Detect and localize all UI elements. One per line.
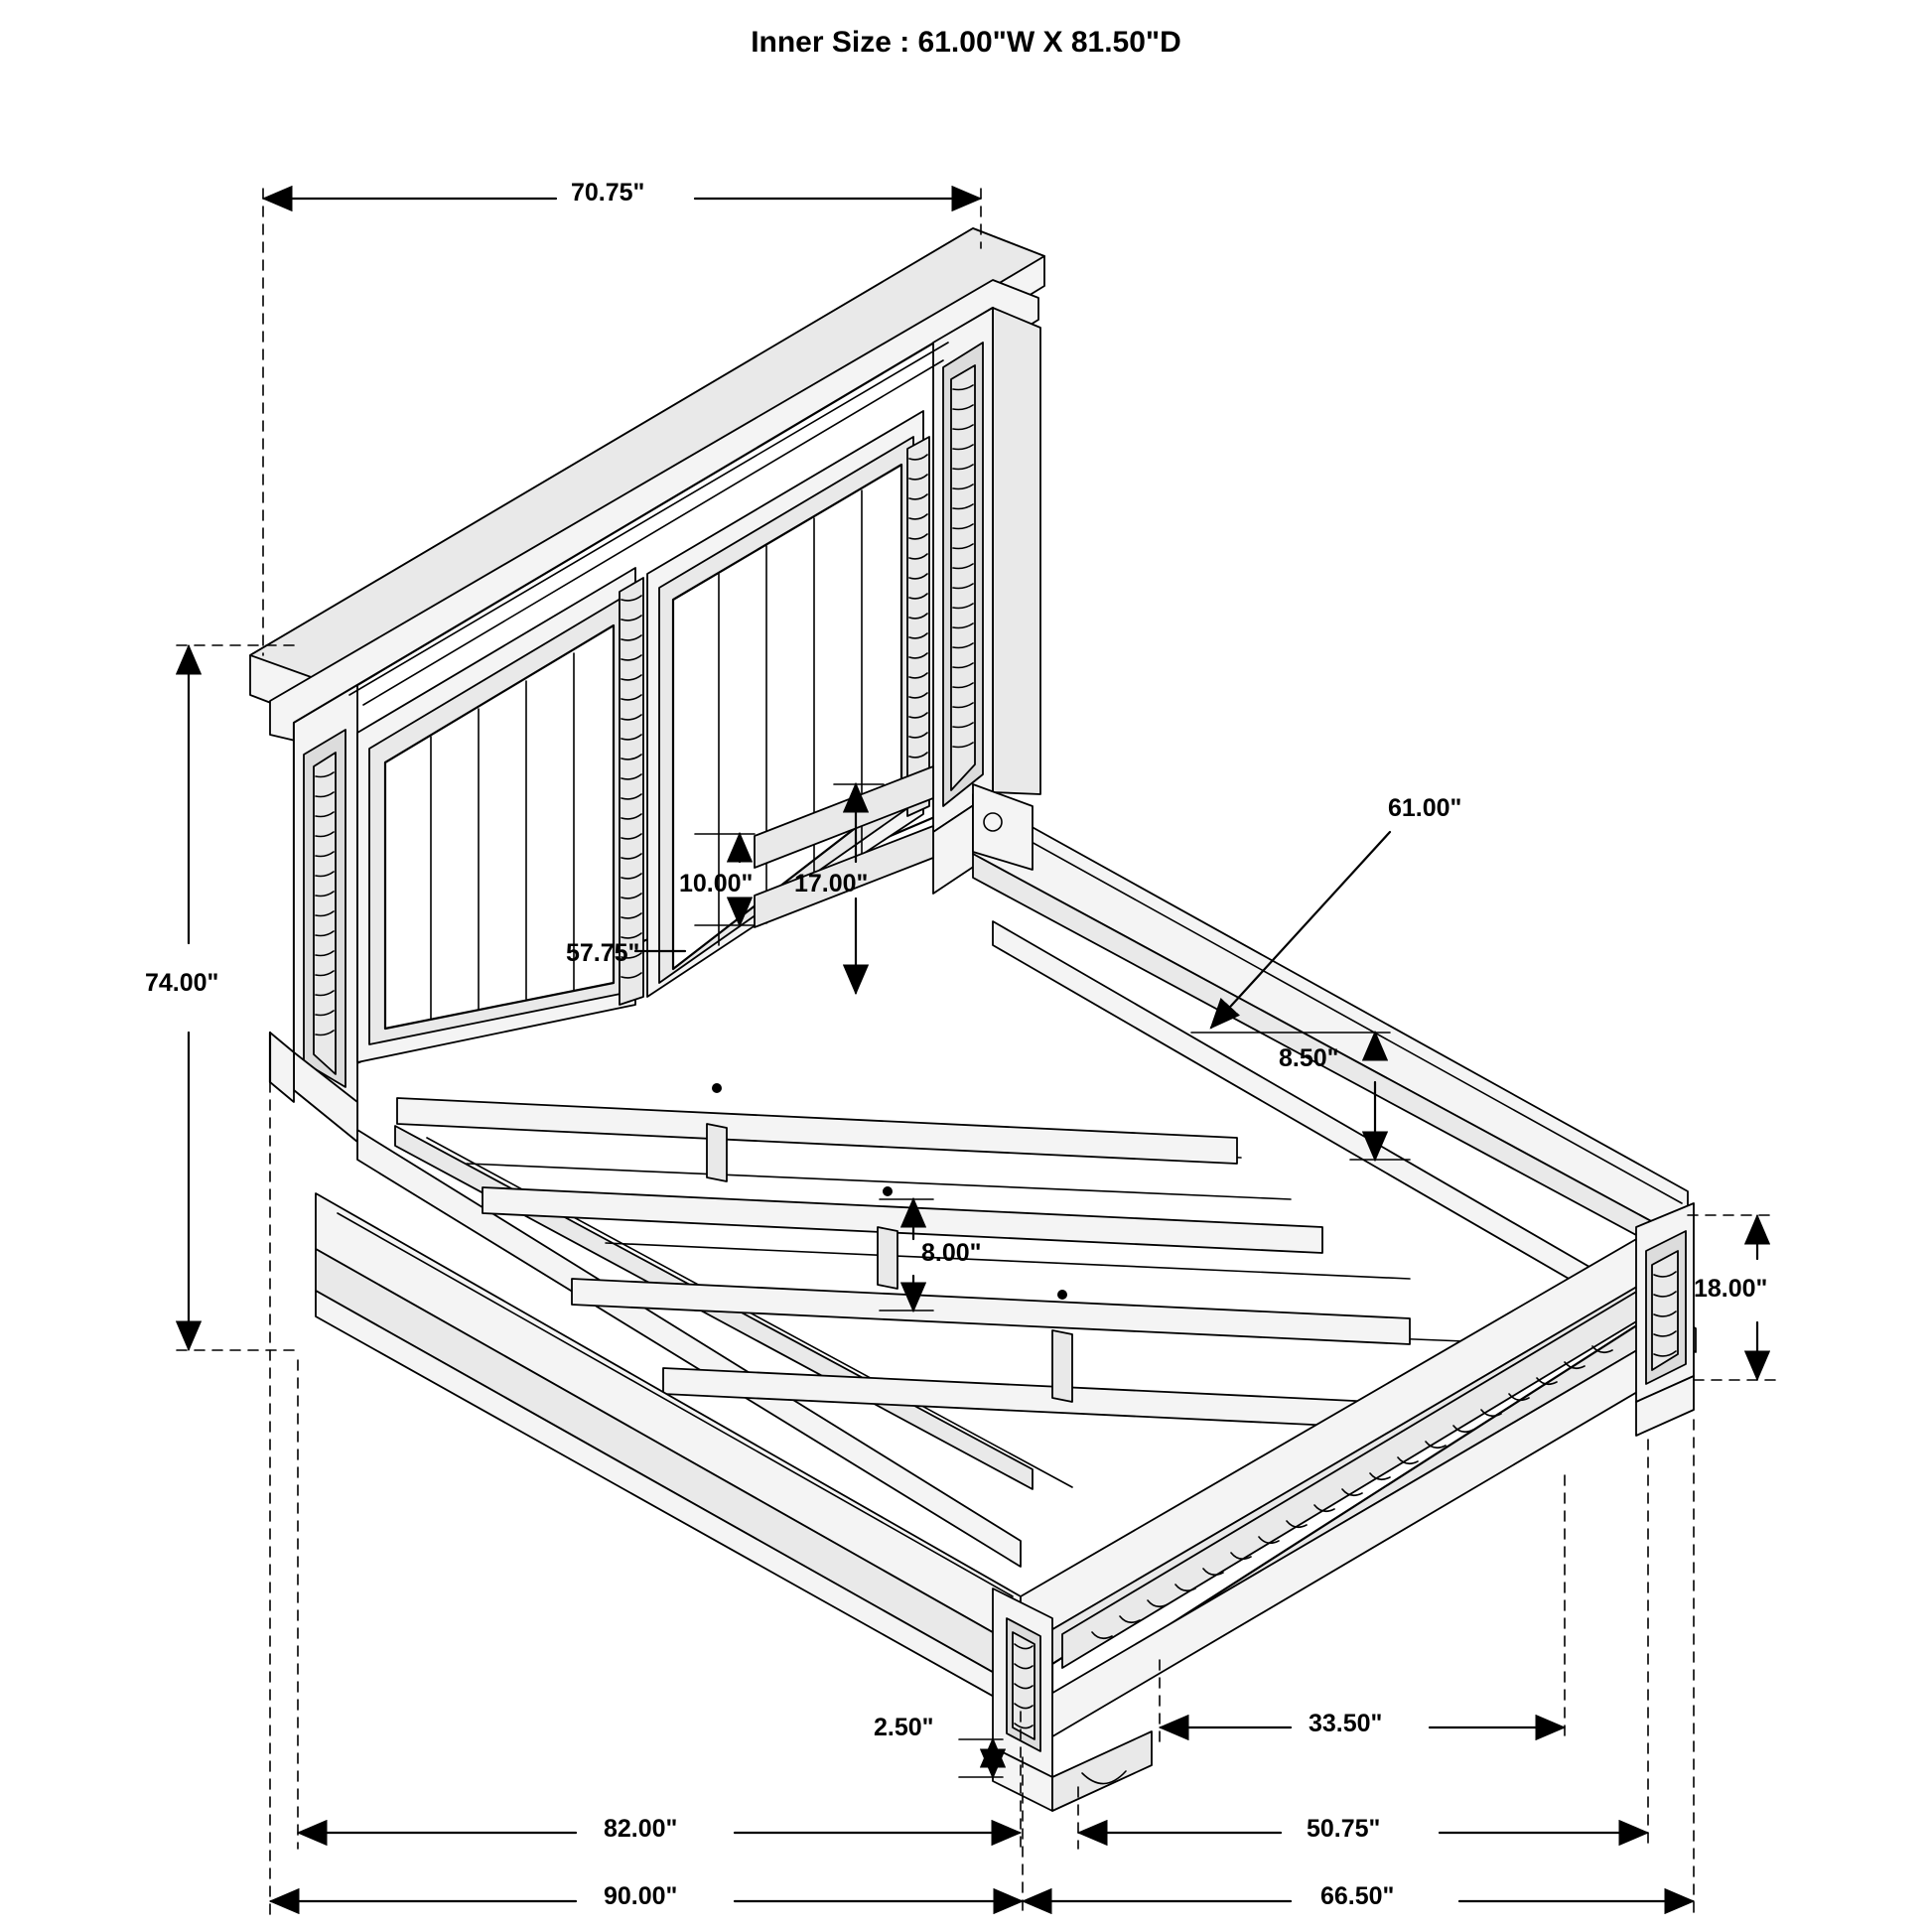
dim-10-00: 10.00" bbox=[679, 870, 754, 897]
dim-18-00: 18.00" bbox=[1694, 1275, 1768, 1303]
dim-82-00: 82.00" bbox=[604, 1815, 678, 1843]
dim-2-50: 2.50" bbox=[874, 1714, 934, 1741]
dim-50-75: 50.75" bbox=[1307, 1815, 1381, 1843]
dim-33-50: 33.50" bbox=[1309, 1710, 1383, 1737]
dim-61-00: 61.00" bbox=[1388, 794, 1462, 822]
dim-70-75: 70.75" bbox=[571, 179, 645, 207]
dim-8-00: 8.00" bbox=[921, 1239, 982, 1267]
dim-17-00: 17.00" bbox=[794, 870, 869, 897]
page-title: Inner Size : 61.00"W X 81.50"D bbox=[751, 26, 1181, 59]
dim-74-00: 74.00" bbox=[145, 969, 219, 997]
dim-8-50: 8.50" bbox=[1279, 1044, 1339, 1072]
dim-57-75: 57.75" bbox=[566, 939, 640, 967]
dim-66-50: 66.50" bbox=[1320, 1882, 1395, 1910]
dim-90-00: 90.00" bbox=[604, 1882, 678, 1910]
